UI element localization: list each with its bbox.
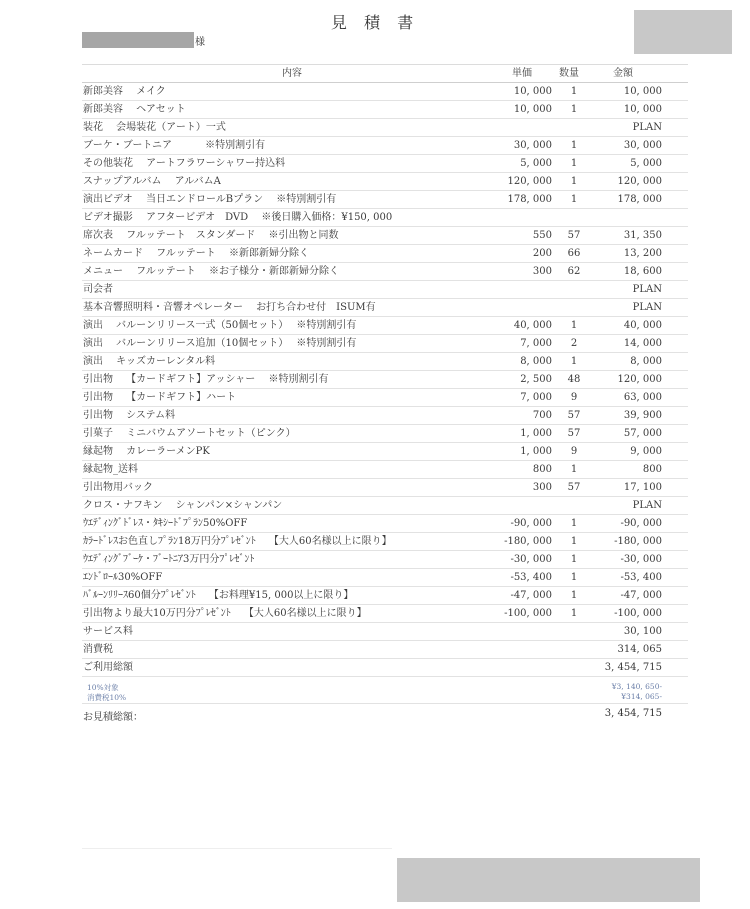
row-description: 引出物 【カードギフト】ハート xyxy=(83,392,237,403)
row-description: 縁起物_送料 xyxy=(83,464,138,475)
row-unit-price: 178, 000 xyxy=(507,194,552,205)
redacted-block-top xyxy=(634,10,732,54)
row-description: ビデオ撮影 アフタービデオ DVD ※後日購入価格：¥150, 000 xyxy=(83,212,393,223)
table-row xyxy=(82,371,688,389)
table-row xyxy=(82,101,688,119)
table-row xyxy=(82,227,688,245)
table-row xyxy=(82,299,688,317)
table-row xyxy=(82,641,688,659)
row-quantity: 1 xyxy=(570,608,578,619)
row-unit-price: 8, 000 xyxy=(520,356,552,367)
row-quantity: 1 xyxy=(570,320,578,331)
row-unit-price: 5, 000 xyxy=(520,158,552,169)
row-unit-price: -53, 400 xyxy=(510,572,552,583)
row-description: 基本音響照明料・音響オペレーター お打ち合わせ付 ISUM有 xyxy=(83,302,376,313)
row-description: ｴﾝﾄﾞﾛｰﾙ30%OFF xyxy=(83,572,163,583)
taxable-label: 10%対象 xyxy=(87,683,119,692)
row-amount: 800 xyxy=(642,464,662,475)
row-amount: 10, 000 xyxy=(623,104,662,115)
row-unit-price: -180, 000 xyxy=(504,536,552,547)
row-description: ｶﾗｰﾄﾞﾚｽお色直しﾌﾟﾗﾝ18万円分ﾌﾟﾚｾﾞﾝﾄ 【大人60名様以上に限り】 xyxy=(83,536,392,547)
row-quantity: 1 xyxy=(570,590,578,601)
row-amount: PLAN xyxy=(632,122,662,133)
row-description: 演出ビデオ 当日エンドロールBプラン ※特別割引有 xyxy=(83,194,337,205)
row-quantity: 1 xyxy=(570,356,578,367)
row-quantity: 62 xyxy=(567,266,581,277)
row-unit-price: 120, 000 xyxy=(507,176,552,187)
table-row xyxy=(82,173,688,191)
row-amount: 39, 900 xyxy=(623,410,662,421)
row-unit-price: 550 xyxy=(532,230,552,241)
row-amount: 120, 000 xyxy=(617,374,662,385)
row-amount: 9, 000 xyxy=(630,446,662,457)
table-row xyxy=(82,209,688,227)
row-amount: -30, 000 xyxy=(620,554,662,565)
row-unit-price: 1, 000 xyxy=(520,428,552,439)
row-amount: -90, 000 xyxy=(620,518,662,529)
header-unit-price: 単価 xyxy=(512,68,532,79)
row-description: ｳｴﾃﾞｨﾝｸﾞﾌﾞｰｹ・ﾌﾞｰﾄﾆｱ3万円分ﾌﾟﾚｾﾞﾝﾄ xyxy=(83,554,255,565)
row-description: クロス・ナフキン シャンパン×シャンパン xyxy=(83,500,283,511)
table-row xyxy=(82,659,688,677)
table-row xyxy=(82,533,688,551)
row-amount: 314, 065 xyxy=(617,644,662,655)
table-row xyxy=(82,119,688,137)
row-unit-price: 30, 000 xyxy=(513,140,552,151)
faint-divider xyxy=(82,848,392,849)
row-amount: -53, 400 xyxy=(620,572,662,583)
row-quantity: 9 xyxy=(570,446,578,457)
row-description: 引出物より最大10万円分ﾌﾟﾚｾﾞﾝﾄ 【大人60名様以上に限り】 xyxy=(83,608,367,619)
row-unit-price: 7, 000 xyxy=(520,392,552,403)
row-amount: PLAN xyxy=(632,284,662,295)
row-amount: -100, 000 xyxy=(614,608,662,619)
row-amount: 31, 350 xyxy=(623,230,662,241)
table-row xyxy=(82,587,688,605)
grand-total xyxy=(82,704,688,724)
row-amount: 14, 000 xyxy=(623,338,662,349)
row-quantity: 57 xyxy=(567,410,581,421)
table-row xyxy=(82,425,688,443)
row-unit-price: -100, 000 xyxy=(504,608,552,619)
redacted-block-bottom xyxy=(397,858,700,902)
row-description: スナップアルバム アルバムA xyxy=(83,176,221,187)
row-amount: PLAN xyxy=(632,500,662,511)
row-description: 席次表 フルッテート スタンダード ※引出物と同数 xyxy=(83,230,339,241)
row-quantity: 57 xyxy=(567,428,581,439)
table-row xyxy=(82,497,688,515)
honorific-label: 様 xyxy=(195,37,205,48)
tax-summary xyxy=(82,677,688,704)
table-body xyxy=(82,83,688,677)
row-quantity: 57 xyxy=(567,230,581,241)
row-amount: 57, 000 xyxy=(623,428,662,439)
row-quantity: 1 xyxy=(570,464,578,475)
row-quantity: 9 xyxy=(570,392,578,403)
consumption-tax-label: 消費税10% xyxy=(87,693,127,702)
row-description: ご利用総額 xyxy=(83,662,133,673)
table-row xyxy=(82,551,688,569)
row-amount: 178, 000 xyxy=(617,194,662,205)
header-quantity: 数量 xyxy=(559,68,579,79)
row-amount: -180, 000 xyxy=(614,536,662,547)
row-amount: 5, 000 xyxy=(630,158,662,169)
estimate-table xyxy=(82,64,688,724)
row-description: 演出 バルーンリリース追加（10個セット） ※特別割引有 xyxy=(83,338,357,349)
row-quantity: 1 xyxy=(570,176,578,187)
row-quantity: 1 xyxy=(570,572,578,583)
grand-total-label: お見積総額： xyxy=(83,712,143,723)
table-row xyxy=(82,443,688,461)
row-amount: 40, 000 xyxy=(623,320,662,331)
grand-total-value: 3, 454, 715 xyxy=(604,708,662,719)
row-quantity: 1 xyxy=(570,194,578,205)
row-description: 引出物 システム料 xyxy=(83,410,176,421)
redacted-customer-name xyxy=(82,32,194,48)
row-unit-price: 1, 000 xyxy=(520,446,552,457)
header-description: 内容 xyxy=(282,68,302,79)
row-quantity: 1 xyxy=(570,86,578,97)
row-unit-price: -90, 000 xyxy=(510,518,552,529)
row-unit-price: 7, 000 xyxy=(520,338,552,349)
row-unit-price: 300 xyxy=(532,266,552,277)
row-description: 引菓子 ミニバウムアソートセット（ピンク） xyxy=(83,428,296,439)
row-amount: 17, 100 xyxy=(623,482,662,493)
table-row xyxy=(82,461,688,479)
table-row xyxy=(82,569,688,587)
row-quantity: 1 xyxy=(570,536,578,547)
row-description: ネームカード フルッテート ※新郎新婦分除く xyxy=(83,248,309,259)
row-unit-price: 2, 500 xyxy=(520,374,552,385)
row-description: サービス料 xyxy=(83,626,133,637)
row-description: 縁起物 カレーラーメンPK xyxy=(83,446,210,457)
table-row xyxy=(82,335,688,353)
table-row xyxy=(82,515,688,533)
row-unit-price: 700 xyxy=(532,410,552,421)
row-quantity: 48 xyxy=(567,374,581,385)
row-description: 引出物用バック xyxy=(83,482,153,493)
row-description: ﾊﾞﾙｰﾝﾘﾘｰｽ60個分ﾌﾟﾚｾﾞﾝﾄ 【お料理¥15, 000以上に限り】 xyxy=(83,590,354,601)
table-row xyxy=(82,281,688,299)
table-row xyxy=(82,317,688,335)
row-unit-price: 10, 000 xyxy=(513,86,552,97)
row-unit-price: 300 xyxy=(532,482,552,493)
document-title: 見 積 書 xyxy=(330,13,420,32)
row-quantity: 1 xyxy=(570,158,578,169)
row-quantity: 66 xyxy=(567,248,581,259)
row-amount: 18, 600 xyxy=(623,266,662,277)
row-description: 引出物 【カードギフト】アッシャー ※特別割引有 xyxy=(83,374,329,385)
row-amount: 30, 100 xyxy=(623,626,662,637)
taxable-value: ¥3, 140, 650- xyxy=(611,682,662,691)
row-description: その他装花 アートフラワーシャワー持込料 xyxy=(83,158,286,169)
row-amount: -47, 000 xyxy=(620,590,662,601)
row-unit-price: 200 xyxy=(532,248,552,259)
row-amount: 13, 200 xyxy=(623,248,662,259)
row-quantity: 57 xyxy=(567,482,581,493)
table-header xyxy=(82,64,688,83)
row-unit-price: -30, 000 xyxy=(510,554,552,565)
row-amount: 30, 000 xyxy=(623,140,662,151)
row-description: 装花 会場装花（アート）一式 xyxy=(83,122,226,133)
row-unit-price: 10, 000 xyxy=(513,104,552,115)
row-unit-price: 40, 000 xyxy=(513,320,552,331)
table-row xyxy=(82,407,688,425)
row-amount: PLAN xyxy=(632,302,662,313)
row-description: メニュー フルッテート ※お子様分・新郎新婦分除く xyxy=(83,266,339,277)
row-amount: 10, 000 xyxy=(623,86,662,97)
row-quantity: 1 xyxy=(570,554,578,565)
row-description: ｳｴﾃﾞｨﾝｸﾞﾄﾞﾚｽ・ﾀｷｼｰﾄﾞﾌﾟﾗﾝ50%OFF xyxy=(83,518,248,529)
table-row xyxy=(82,83,688,101)
row-description: 演出 キッズカーレンタル料 xyxy=(83,356,216,367)
table-row xyxy=(82,245,688,263)
row-description: 新郎美容 ヘアセット xyxy=(83,104,186,115)
table-row xyxy=(82,353,688,371)
table-row xyxy=(82,263,688,281)
header-amount: 金額 xyxy=(613,68,633,79)
table-row xyxy=(82,623,688,641)
row-description: 演出 バルーンリリース一式（50個セット） ※特別割引有 xyxy=(83,320,357,331)
table-row xyxy=(82,389,688,407)
row-description: 司会者 xyxy=(83,284,113,295)
table-row xyxy=(82,479,688,497)
consumption-tax-value: ¥314, 065- xyxy=(621,692,662,701)
row-amount: 3, 454, 715 xyxy=(604,662,662,673)
row-quantity: 1 xyxy=(570,518,578,529)
row-description: 消費税 xyxy=(83,644,113,655)
table-row xyxy=(82,137,688,155)
row-description: ブーケ・ブートニア ※特別割引有 xyxy=(83,140,266,151)
row-quantity: 2 xyxy=(570,338,578,349)
row-amount: 8, 000 xyxy=(630,356,662,367)
table-row xyxy=(82,155,688,173)
table-row xyxy=(82,191,688,209)
row-description: 新郎美容 メイク xyxy=(83,86,166,97)
row-amount: 120, 000 xyxy=(617,176,662,187)
row-unit-price: -47, 000 xyxy=(510,590,552,601)
row-quantity: 1 xyxy=(570,104,578,115)
row-quantity: 1 xyxy=(570,140,578,151)
row-unit-price: 800 xyxy=(532,464,552,475)
table-row xyxy=(82,605,688,623)
row-amount: 63, 000 xyxy=(623,392,662,403)
